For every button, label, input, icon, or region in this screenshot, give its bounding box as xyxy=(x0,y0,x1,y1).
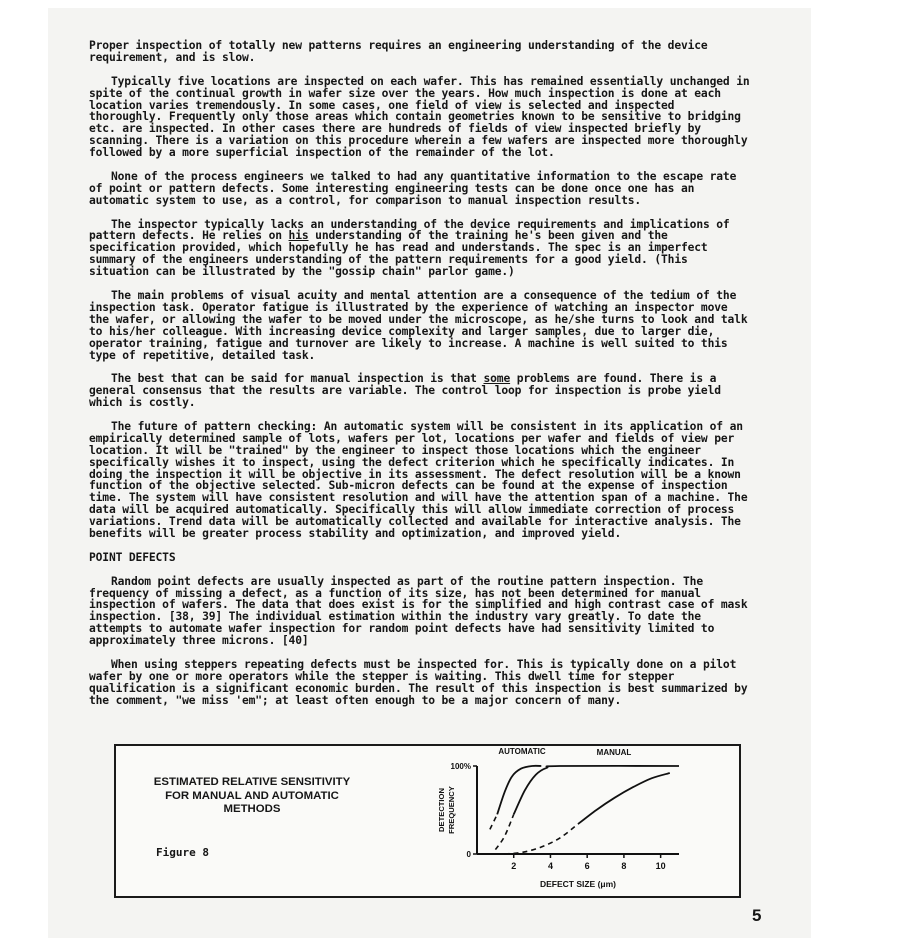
paragraph-4-part-b: understanding of the training he's been given and the specification provided, which hopefully he has read and understands. The spec is an imperfect summary of the engineers understanding of the pattern requirements for a good yield. (This situation can be illustrated by the "gossip chain" parlor game.) xyxy=(89,229,708,279)
legend-label-manual: MANUAL xyxy=(596,748,632,757)
x-tick-label: 6 xyxy=(584,861,590,871)
paragraph-5: The main problems of visual acuity and mental attention are a consequence of the tedium of the inspection task. Operator fatigue is illustrated by the experience of watching an inspector move the wafer, or allowing the wafer to be moved under the microscope, as he/she turns to look and talk to his/her colleague. With increasing device complexity and larger samples, due to larger die, operator training, fatigue and turnover are likely to increase. A machine is well suited to this type of repetitive, detailed task. xyxy=(89,288,748,362)
paragraph-6-part-a: The best that can be said for manual inspection is that xyxy=(111,372,484,386)
figure-8 xyxy=(114,744,741,898)
automatic-curve-dashed xyxy=(495,814,513,849)
automatic-curve xyxy=(497,766,541,815)
paragraph-9: When using steppers repeating defects must be inspected for. This is typically done on a pilot wafer by one or more operators while the stepper is waiting. This dwell time for stepper qualification is a significant economic burden. The result of this inspection is best summarized by the comment, "we miss 'em"; at least often enough to be a major concern of many. xyxy=(89,657,748,707)
manual-curve xyxy=(578,773,670,824)
automatic-curve xyxy=(514,766,679,815)
paragraph-3: None of the process engineers we talked to had any quantitative information to the escape rate of point or pattern defects. Some interesting engineering tests can be done once one has an automatic system to use, as a control, for comparison to manual inspection results. xyxy=(89,169,737,207)
paragraph-6 xyxy=(89,373,751,409)
paragraph-4 xyxy=(89,219,751,279)
body-text xyxy=(89,40,751,719)
x-tick-label: 4 xyxy=(547,861,553,871)
y-tick-label: 100% xyxy=(450,762,471,771)
y-tick-label: 0 xyxy=(466,850,471,859)
figure-title: ESTIMATED RELATIVE SENSITIVITY FOR MANUAL AND AUTOMATIC METHODS xyxy=(153,776,351,815)
y-axis-label: FREQUENCY xyxy=(447,786,456,834)
automatic-curve-dashed xyxy=(490,814,497,829)
paragraph-4-part-a: The inspector typically lacks an understanding of the device requirements and implications of pattern defects. He relies on xyxy=(89,217,730,243)
paragraph-6-part-b: problems are found. There is a general consensus that the results are variable. The control loop for inspection is probe yield which is costly. xyxy=(89,372,721,410)
x-tick-label: 10 xyxy=(655,861,666,871)
paragraph-6-underlined: some xyxy=(483,372,511,386)
x-tick-label: 8 xyxy=(621,861,627,871)
x-axis-label: DEFECT SIZE (μm) xyxy=(539,879,617,889)
paragraph-2: Typically five locations are inspected on each wafer. This has remained essentially unchanged in spite of the continual growth in wafer size over the years. How much inspection is done at each location varies tremendously. In some cases, one field of view is selected and inspected thoroughly. Frequently only those areas which contain geometries known to be sensitive to bridging etc. are inspected. In other cases there are hundreds of fields of view inspected briefly by scanning. There is a variation on this procedure wherein a few wafers are inspected more thoroughly followed by a more superficial inspection of the remainder of the lot. xyxy=(89,74,750,160)
manual-curve-dashed xyxy=(505,824,579,854)
paragraph-8: Random point defects are usually inspected as part of the routine pattern inspection. The frequency of missing a defect, as a function of its size, has not been determined for manual inspection of wafers. The data that does exist is for the simplified and high contrast case of mask inspection. [38, 39] The individual estimation within the industry vary greatly. To date the attempts to automate wafer inspection for random point defects have had sensitivity limited to approximately three microns. [40] xyxy=(89,574,748,648)
paragraph-7: The future of pattern checking: An automatic system will be consistent in its application of an empirically determined sample of lots, wafers per lot, locations per wafer and fields of view per location. It will be "trained" by the engineer to inspect those locations which the engineer specifically wishes it to inspect, using the defect criterion which he specifically indicates. In doing the inspection it will be objective in its assessment. The defect resolution will be a known function of the objective selected. Sub-micron defects can be found at the expense of inspection time. The system will have consistent resolution and will have the attention span of a machine. The data will be acquired automatically. Specifically this will allow immediate correction of process variations. Trend data will be automatically collected and available for interactive analysis. The benefits will be greater process stability and optimization, and improved yield. xyxy=(89,419,748,541)
section-heading: POINT DEFECTS xyxy=(89,550,176,564)
page-number: 5 xyxy=(752,906,762,925)
legend-label-automatic: AUTOMATIC xyxy=(498,747,546,756)
x-tick-label: 2 xyxy=(511,861,517,871)
sensitivity-chart xyxy=(116,746,739,896)
paragraph-4-underlined: his xyxy=(288,229,309,243)
figure-label: Figure 8 xyxy=(156,846,209,859)
paragraph-1: Proper inspection of totally new patterns requires an engineering understanding of the device requirement, and is slow. xyxy=(89,39,708,64)
y-axis-label: DETECTION xyxy=(437,788,446,832)
